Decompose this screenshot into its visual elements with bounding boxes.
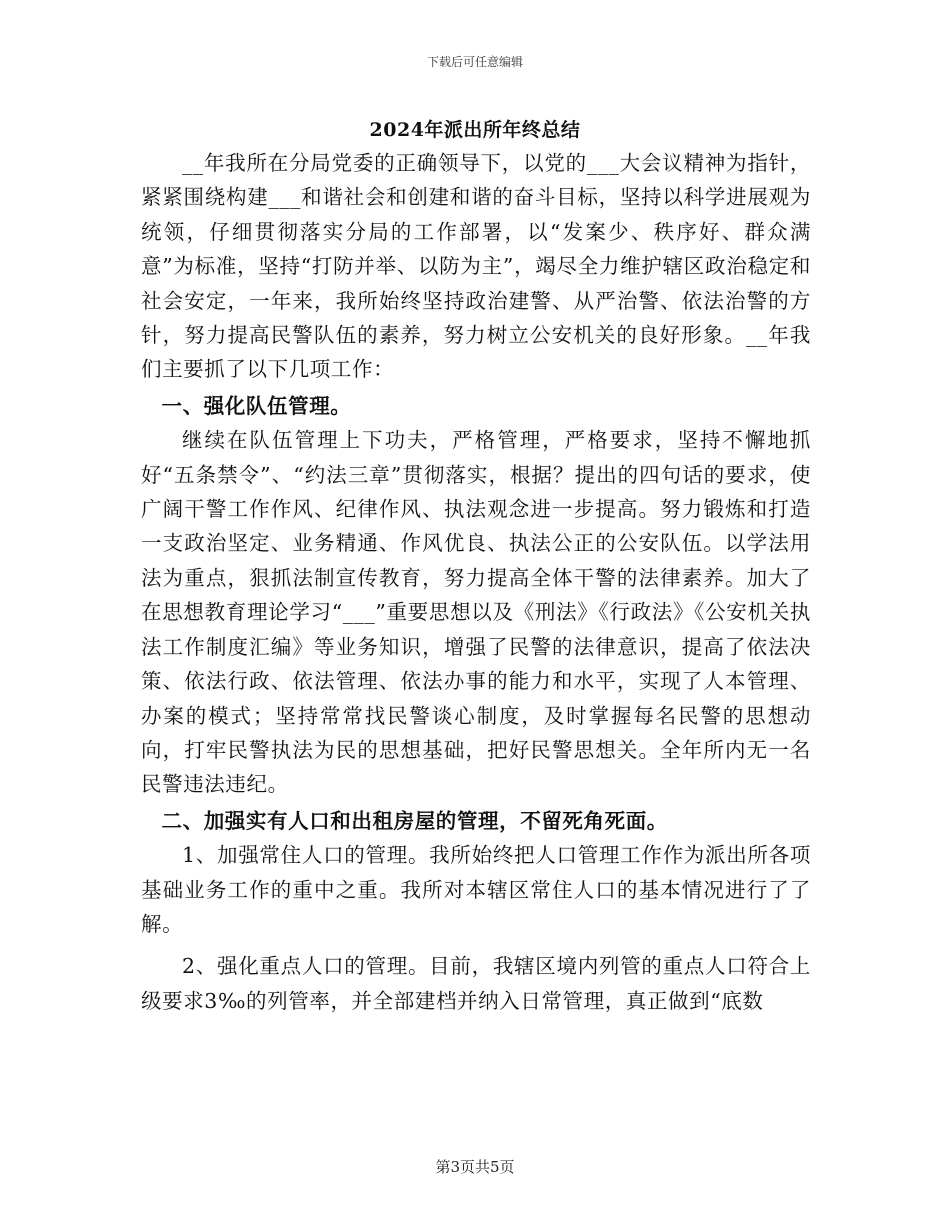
item-2-paragraph: 2、强化重点人口的管理。目前，我辖区境内列管的重点人口符合上级要求3‰的列管率，并全部建档并纳入日常管理，真正做到“底数	[141, 954, 811, 1013]
header-note: 下载后可任意编辑	[426, 55, 523, 69]
document-body	[141, 146, 811, 1018]
item-1-paragraph: 1、加强常住人口的管理。我所始终把人口管理工作作为派出所各项基础业务工作的重中之重。我所对本辖区常住人口的基本情况进行了了解。	[141, 843, 811, 936]
page-number: 第3页共5页	[435, 1158, 515, 1176]
section-1-paragraph: 继续在队伍管理上下功夫，严格管理，严格要求，坚持不懈地抓好“五条禁令”、“约法三章”贯彻落实，根据？提出的四句话的要求，使广阔干警工作作风、纪律作风、执法观念进一步提高。努力锻炼和打造一支政治坚定、业务精通、作风优良、执法公正的公安队伍。以学法用法为重点，狠抓法制宣传教育，努力提高全体干警的法律素养。加大了在思想教育理论学习“___”重要思想以及《刑法》《行政法》《公安机关执法工作制度汇编》等业务知识，增强了民警的法律意识，提高了依法决策、依法行政、依法管理、依法办事的能力和水平，实现了人本管理、办案的模式；坚持常常找民警谈心制度，及时掌握每名民警的思想动向，打牢民警执法为民的思想基础，把好民警思想关。全年所内无一名民警违法违纪。	[141, 428, 811, 797]
intro-paragraph: __年我所在分局党委的正确领导下，以党的___大会议精神为指针，紧紧围绕构建___和谐社会和创建和谐的奋斗目标，坚持以科学进展观为统领，仔细贯彻落实分局的工作部署，以“发案少、秩序好、群众满意”为标准，坚持“打防并举、以防为主”，竭尽全力维护辖区政治稳定和社会安定，一年来，我所始终坚持政治建警、从严治警、依法治警的方针，努力提高民警队伍的素养，努力树立公安机关的良好形象。__年我们主要抓了以下几项工作：	[141, 151, 811, 382]
section-heading-1: 一、强化队伍管理。	[161, 393, 352, 418]
section-heading-2: 二、加强实有人口和出租房屋的管理，不留死角死面。	[161, 808, 668, 833]
document-title: 2024年派出所年终总结	[369, 119, 581, 141]
